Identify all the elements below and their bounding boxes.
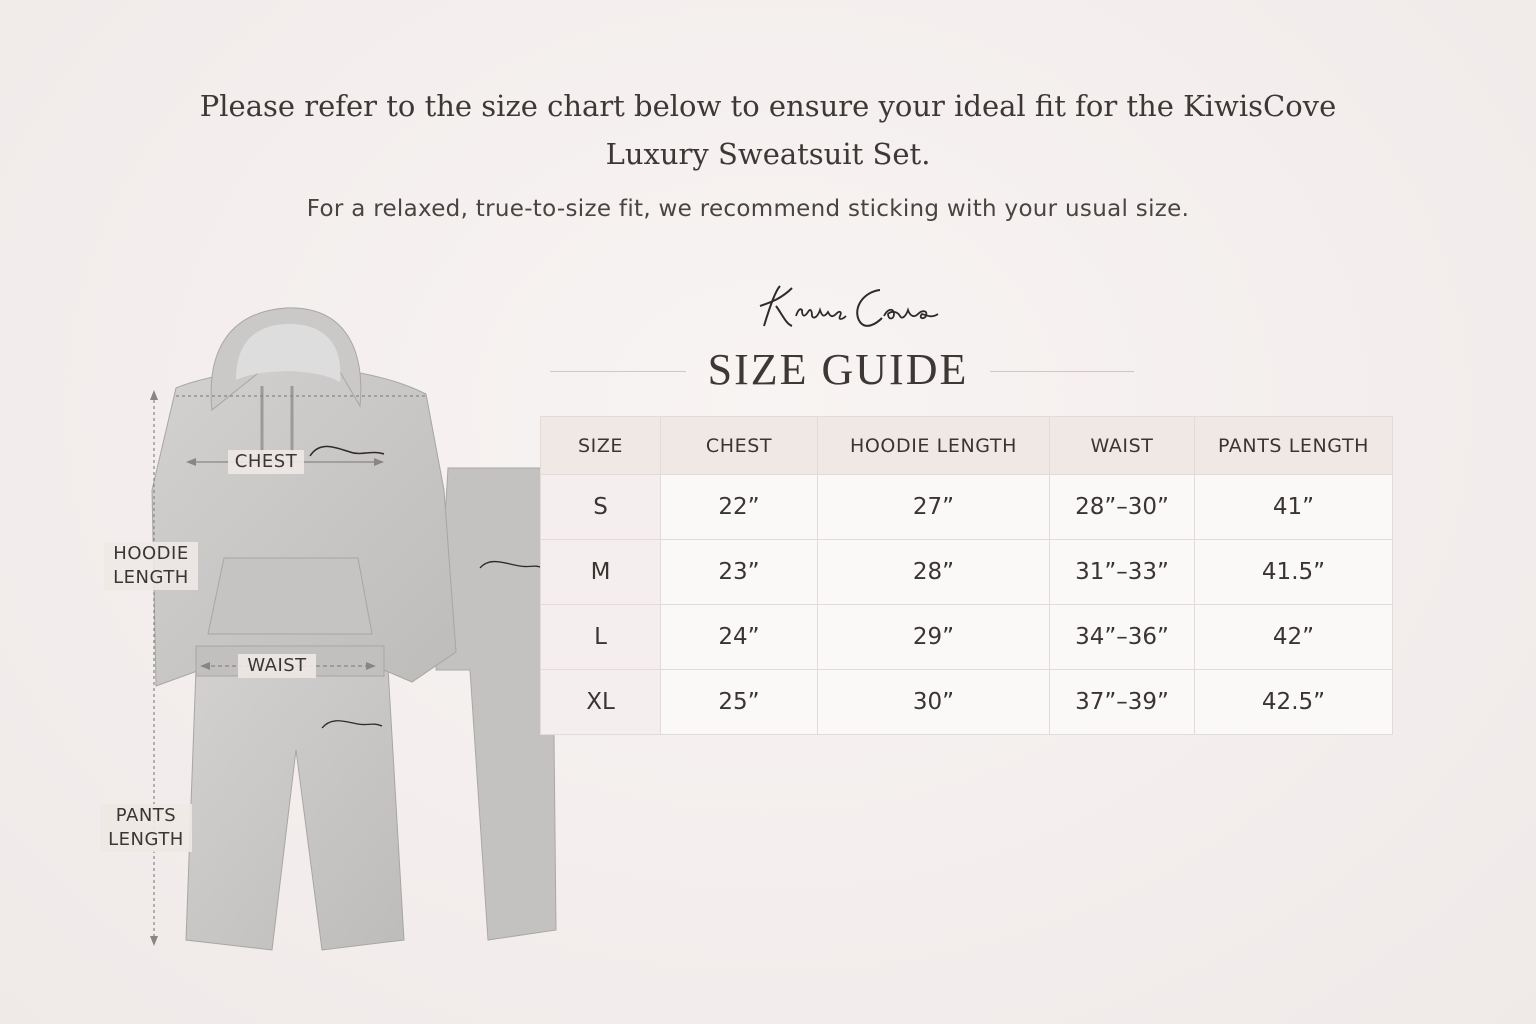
sweatsuit-image [0, 290, 600, 970]
chest-cell: 24” [661, 605, 818, 670]
pants-length-line-2: LENGTH [108, 829, 184, 850]
title-divider-right [990, 371, 1134, 372]
pants-length-cell: 41.5” [1195, 540, 1393, 605]
hoodie-length-cell: 29” [818, 605, 1050, 670]
table-header-row [541, 417, 1393, 475]
header-chest: CHEST [661, 417, 818, 475]
intro-line-2: Luxury Sweatsuit Set. [605, 137, 931, 171]
garment-illustration [0, 290, 600, 970]
fit-note: For a relaxed, true-to-size fit, we recommend sticking with your usual size. [306, 196, 1190, 222]
waist-cell: 28”–30” [1050, 475, 1195, 540]
hoodie-length-line-1: HOODIE [113, 543, 189, 564]
header-waist: WAIST [1050, 417, 1195, 475]
intro-line-1: Please refer to the size chart below to ensure your ideal fit for the KiwisCove [199, 89, 1337, 123]
chest-cell: 22” [661, 475, 818, 540]
pants-length-cell: 42.5” [1195, 670, 1393, 735]
hoodie-length-label [104, 542, 198, 590]
hoodie-length-cell: 30” [818, 670, 1050, 735]
table-row [541, 475, 1393, 540]
hoodie-length-line-2: LENGTH [113, 567, 189, 588]
waist-label: WAIST [238, 654, 316, 678]
chest-cell: 25” [661, 670, 818, 735]
size-cell: M [541, 540, 661, 605]
pants-length-cell: 41” [1195, 475, 1393, 540]
intro-text [0, 82, 1536, 178]
table-row [541, 540, 1393, 605]
pants-length-cell: 42” [1195, 605, 1393, 670]
hoodie-length-cell: 28” [818, 540, 1050, 605]
hoodie-length-cell: 27” [818, 475, 1050, 540]
chest-label: CHEST [228, 450, 304, 474]
size-guide-title: SIZE GUIDE [707, 345, 969, 394]
header-hoodie-length: HOODIE LENGTH [818, 417, 1050, 475]
table-row [541, 670, 1393, 735]
size-cell: S [541, 475, 661, 540]
waist-cell: 34”–36” [1050, 605, 1195, 670]
pants-length-label [100, 804, 192, 852]
waist-cell: 31”–33” [1050, 540, 1195, 605]
waist-cell: 37”–39” [1050, 670, 1195, 735]
header-pants-length: PANTS LENGTH [1195, 417, 1393, 475]
brand-logo-signature [752, 276, 942, 346]
header-size: SIZE [541, 417, 661, 475]
size-cell: XL [541, 670, 661, 735]
table-row [541, 605, 1393, 670]
size-chart-table [540, 416, 1393, 735]
size-cell: L [541, 605, 661, 670]
chest-cell: 23” [661, 540, 818, 605]
brand-logo [752, 276, 932, 346]
pants-length-line-1: PANTS [115, 805, 177, 826]
